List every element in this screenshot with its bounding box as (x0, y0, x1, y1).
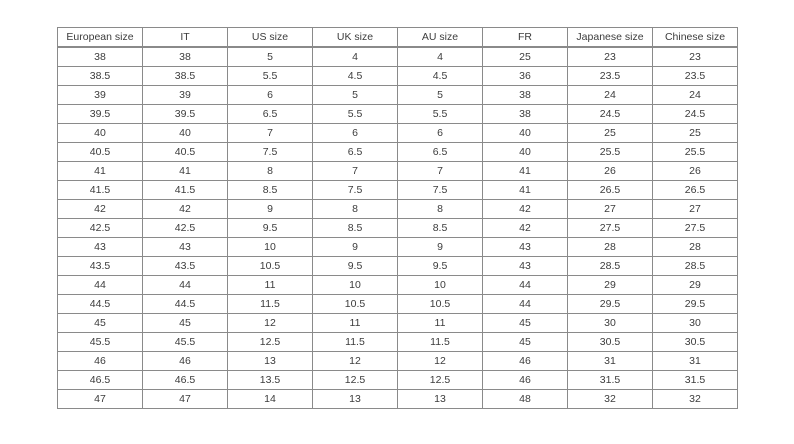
table-cell: 7.5 (228, 143, 313, 162)
table-cell: 6 (398, 124, 483, 143)
table-cell: 26.5 (653, 181, 738, 200)
table-cell: 27 (568, 200, 653, 219)
table-cell: 42 (58, 200, 143, 219)
table-cell: 14 (228, 390, 313, 409)
table-cell: 5.5 (398, 105, 483, 124)
table-row (58, 105, 738, 124)
table-cell: 5.5 (313, 105, 398, 124)
table-cell: 23.5 (653, 67, 738, 86)
table-cell: 28 (653, 238, 738, 257)
table-cell: 6 (313, 124, 398, 143)
table-cell: 42 (483, 200, 568, 219)
table-cell: 13 (313, 390, 398, 409)
table-cell: 40 (143, 124, 228, 143)
table-row (58, 333, 738, 352)
table-cell: 43 (483, 257, 568, 276)
table-cell: 38.5 (143, 67, 228, 86)
table-cell: 30.5 (653, 333, 738, 352)
table-cell: 43.5 (58, 257, 143, 276)
table-cell: 44 (483, 276, 568, 295)
table-cell: 40.5 (58, 143, 143, 162)
table-cell: 7 (228, 124, 313, 143)
table-cell: 38.5 (58, 67, 143, 86)
table-cell: 41 (483, 162, 568, 181)
table-cell: 30 (568, 314, 653, 333)
table-cell: 40 (58, 124, 143, 143)
table-row (58, 238, 738, 257)
table-row (58, 200, 738, 219)
table-cell: 25.5 (568, 143, 653, 162)
table-cell: 7 (398, 162, 483, 181)
table-header-row (58, 28, 738, 48)
table-cell: 23.5 (568, 67, 653, 86)
table-cell: 26 (568, 162, 653, 181)
table-cell: 41 (143, 162, 228, 181)
header-cell: Chinese size (653, 28, 738, 48)
table-cell: 41.5 (143, 181, 228, 200)
table-cell: 13 (228, 352, 313, 371)
table-cell: 43.5 (143, 257, 228, 276)
table-cell: 7.5 (398, 181, 483, 200)
table-cell: 39.5 (58, 105, 143, 124)
header-cell: UK size (313, 28, 398, 48)
table-cell: 10 (398, 276, 483, 295)
table-cell: 43 (58, 238, 143, 257)
table-cell: 12 (313, 352, 398, 371)
table-cell: 12.5 (398, 371, 483, 390)
table-row (58, 143, 738, 162)
table-cell: 44 (143, 276, 228, 295)
header-cell: AU size (398, 28, 483, 48)
table-header (58, 28, 738, 48)
table-cell: 27.5 (568, 219, 653, 238)
table-cell: 25 (483, 47, 568, 67)
table-row (58, 47, 738, 67)
table-cell: 8.5 (228, 181, 313, 200)
table-cell: 4.5 (398, 67, 483, 86)
table-cell: 46.5 (143, 371, 228, 390)
table-cell: 7 (313, 162, 398, 181)
table-cell: 8 (398, 200, 483, 219)
table-cell: 11 (228, 276, 313, 295)
table-cell: 44 (483, 295, 568, 314)
table-row (58, 181, 738, 200)
table-cell: 8.5 (398, 219, 483, 238)
table-cell: 28.5 (653, 257, 738, 276)
header-cell: FR (483, 28, 568, 48)
table-row (58, 314, 738, 333)
table-cell: 13 (398, 390, 483, 409)
table-cell: 45 (483, 333, 568, 352)
table-cell: 42 (143, 200, 228, 219)
table-cell: 26.5 (568, 181, 653, 200)
table-cell: 25.5 (653, 143, 738, 162)
table-cell: 13.5 (228, 371, 313, 390)
table-cell: 23 (568, 47, 653, 67)
table-cell: 29 (568, 276, 653, 295)
table-row (58, 295, 738, 314)
table-cell: 6.5 (228, 105, 313, 124)
table-cell: 6.5 (398, 143, 483, 162)
size-conversion-table-container (57, 27, 738, 409)
table-cell: 41 (58, 162, 143, 181)
table-cell: 10 (313, 276, 398, 295)
table-cell: 32 (653, 390, 738, 409)
table-cell: 8.5 (313, 219, 398, 238)
table-cell: 4 (313, 47, 398, 67)
table-cell: 45 (143, 314, 228, 333)
table-row (58, 352, 738, 371)
table-cell: 4.5 (313, 67, 398, 86)
table-cell: 5.5 (228, 67, 313, 86)
table-cell: 31 (568, 352, 653, 371)
table-cell: 40 (483, 143, 568, 162)
table-cell: 12 (398, 352, 483, 371)
table-row (58, 276, 738, 295)
table-row (58, 67, 738, 86)
table-cell: 9.5 (228, 219, 313, 238)
size-conversion-table (57, 27, 738, 409)
table-cell: 40 (483, 124, 568, 143)
table-cell: 9.5 (313, 257, 398, 276)
table-cell: 9 (228, 200, 313, 219)
table-cell: 45.5 (143, 333, 228, 352)
table-cell: 11.5 (228, 295, 313, 314)
header-cell: IT (143, 28, 228, 48)
table-cell: 29 (653, 276, 738, 295)
table-cell: 45 (58, 314, 143, 333)
table-cell: 31.5 (568, 371, 653, 390)
table-cell: 42 (483, 219, 568, 238)
table-row (58, 86, 738, 105)
table-cell: 4 (398, 47, 483, 67)
table-cell: 43 (143, 238, 228, 257)
table-cell: 5 (228, 47, 313, 67)
table-cell: 28.5 (568, 257, 653, 276)
table-cell: 42.5 (58, 219, 143, 238)
table-cell: 10.5 (398, 295, 483, 314)
table-row (58, 162, 738, 181)
table-cell: 27.5 (653, 219, 738, 238)
table-cell: 23 (653, 47, 738, 67)
table-cell: 29.5 (568, 295, 653, 314)
table-cell: 47 (58, 390, 143, 409)
table-row (58, 390, 738, 409)
table-cell: 25 (653, 124, 738, 143)
table-cell: 27 (653, 200, 738, 219)
table-cell: 46.5 (58, 371, 143, 390)
table-cell: 44.5 (58, 295, 143, 314)
table-cell: 8 (313, 200, 398, 219)
table-cell: 28 (568, 238, 653, 257)
table-cell: 42.5 (143, 219, 228, 238)
table-cell: 46 (483, 352, 568, 371)
table-cell: 32 (568, 390, 653, 409)
table-cell: 39.5 (143, 105, 228, 124)
table-cell: 44 (58, 276, 143, 295)
table-cell: 26 (653, 162, 738, 181)
table-cell: 41 (483, 181, 568, 200)
table-row (58, 371, 738, 390)
table-cell: 8 (228, 162, 313, 181)
table-cell: 11 (313, 314, 398, 333)
table-cell: 6 (228, 86, 313, 105)
table-cell: 9.5 (398, 257, 483, 276)
table-cell: 40.5 (143, 143, 228, 162)
table-cell: 30.5 (568, 333, 653, 352)
table-cell: 10.5 (313, 295, 398, 314)
table-cell: 39 (58, 86, 143, 105)
table-cell: 38 (483, 86, 568, 105)
table-cell: 25 (568, 124, 653, 143)
table-cell: 9 (398, 238, 483, 257)
table-cell: 30 (653, 314, 738, 333)
table-cell: 12 (228, 314, 313, 333)
table-cell: 31.5 (653, 371, 738, 390)
table-cell: 38 (143, 47, 228, 67)
header-cell: US size (228, 28, 313, 48)
table-cell: 45 (483, 314, 568, 333)
table-cell: 10 (228, 238, 313, 257)
table-cell: 12.5 (228, 333, 313, 352)
table-cell: 5 (398, 86, 483, 105)
table-cell: 12.5 (313, 371, 398, 390)
table-cell: 45.5 (58, 333, 143, 352)
table-cell: 47 (143, 390, 228, 409)
table-cell: 48 (483, 390, 568, 409)
table-cell: 38 (58, 47, 143, 67)
table-cell: 41.5 (58, 181, 143, 200)
table-row (58, 124, 738, 143)
table-cell: 38 (483, 105, 568, 124)
table-cell: 9 (313, 238, 398, 257)
table-cell: 36 (483, 67, 568, 86)
table-cell: 11.5 (398, 333, 483, 352)
table-cell: 24.5 (568, 105, 653, 124)
table-cell: 5 (313, 86, 398, 105)
header-cell: European size (58, 28, 143, 48)
table-cell: 29.5 (653, 295, 738, 314)
table-cell: 24.5 (653, 105, 738, 124)
table-cell: 24 (653, 86, 738, 105)
table-cell: 31 (653, 352, 738, 371)
table-cell: 24 (568, 86, 653, 105)
table-cell: 43 (483, 238, 568, 257)
table-row (58, 257, 738, 276)
table-cell: 46 (483, 371, 568, 390)
table-row (58, 219, 738, 238)
table-cell: 44.5 (143, 295, 228, 314)
table-body (58, 47, 738, 409)
table-cell: 46 (143, 352, 228, 371)
table-cell: 11.5 (313, 333, 398, 352)
table-cell: 10.5 (228, 257, 313, 276)
table-cell: 39 (143, 86, 228, 105)
table-cell: 11 (398, 314, 483, 333)
table-cell: 6.5 (313, 143, 398, 162)
header-cell: Japanese size (568, 28, 653, 48)
table-cell: 7.5 (313, 181, 398, 200)
table-cell: 46 (58, 352, 143, 371)
